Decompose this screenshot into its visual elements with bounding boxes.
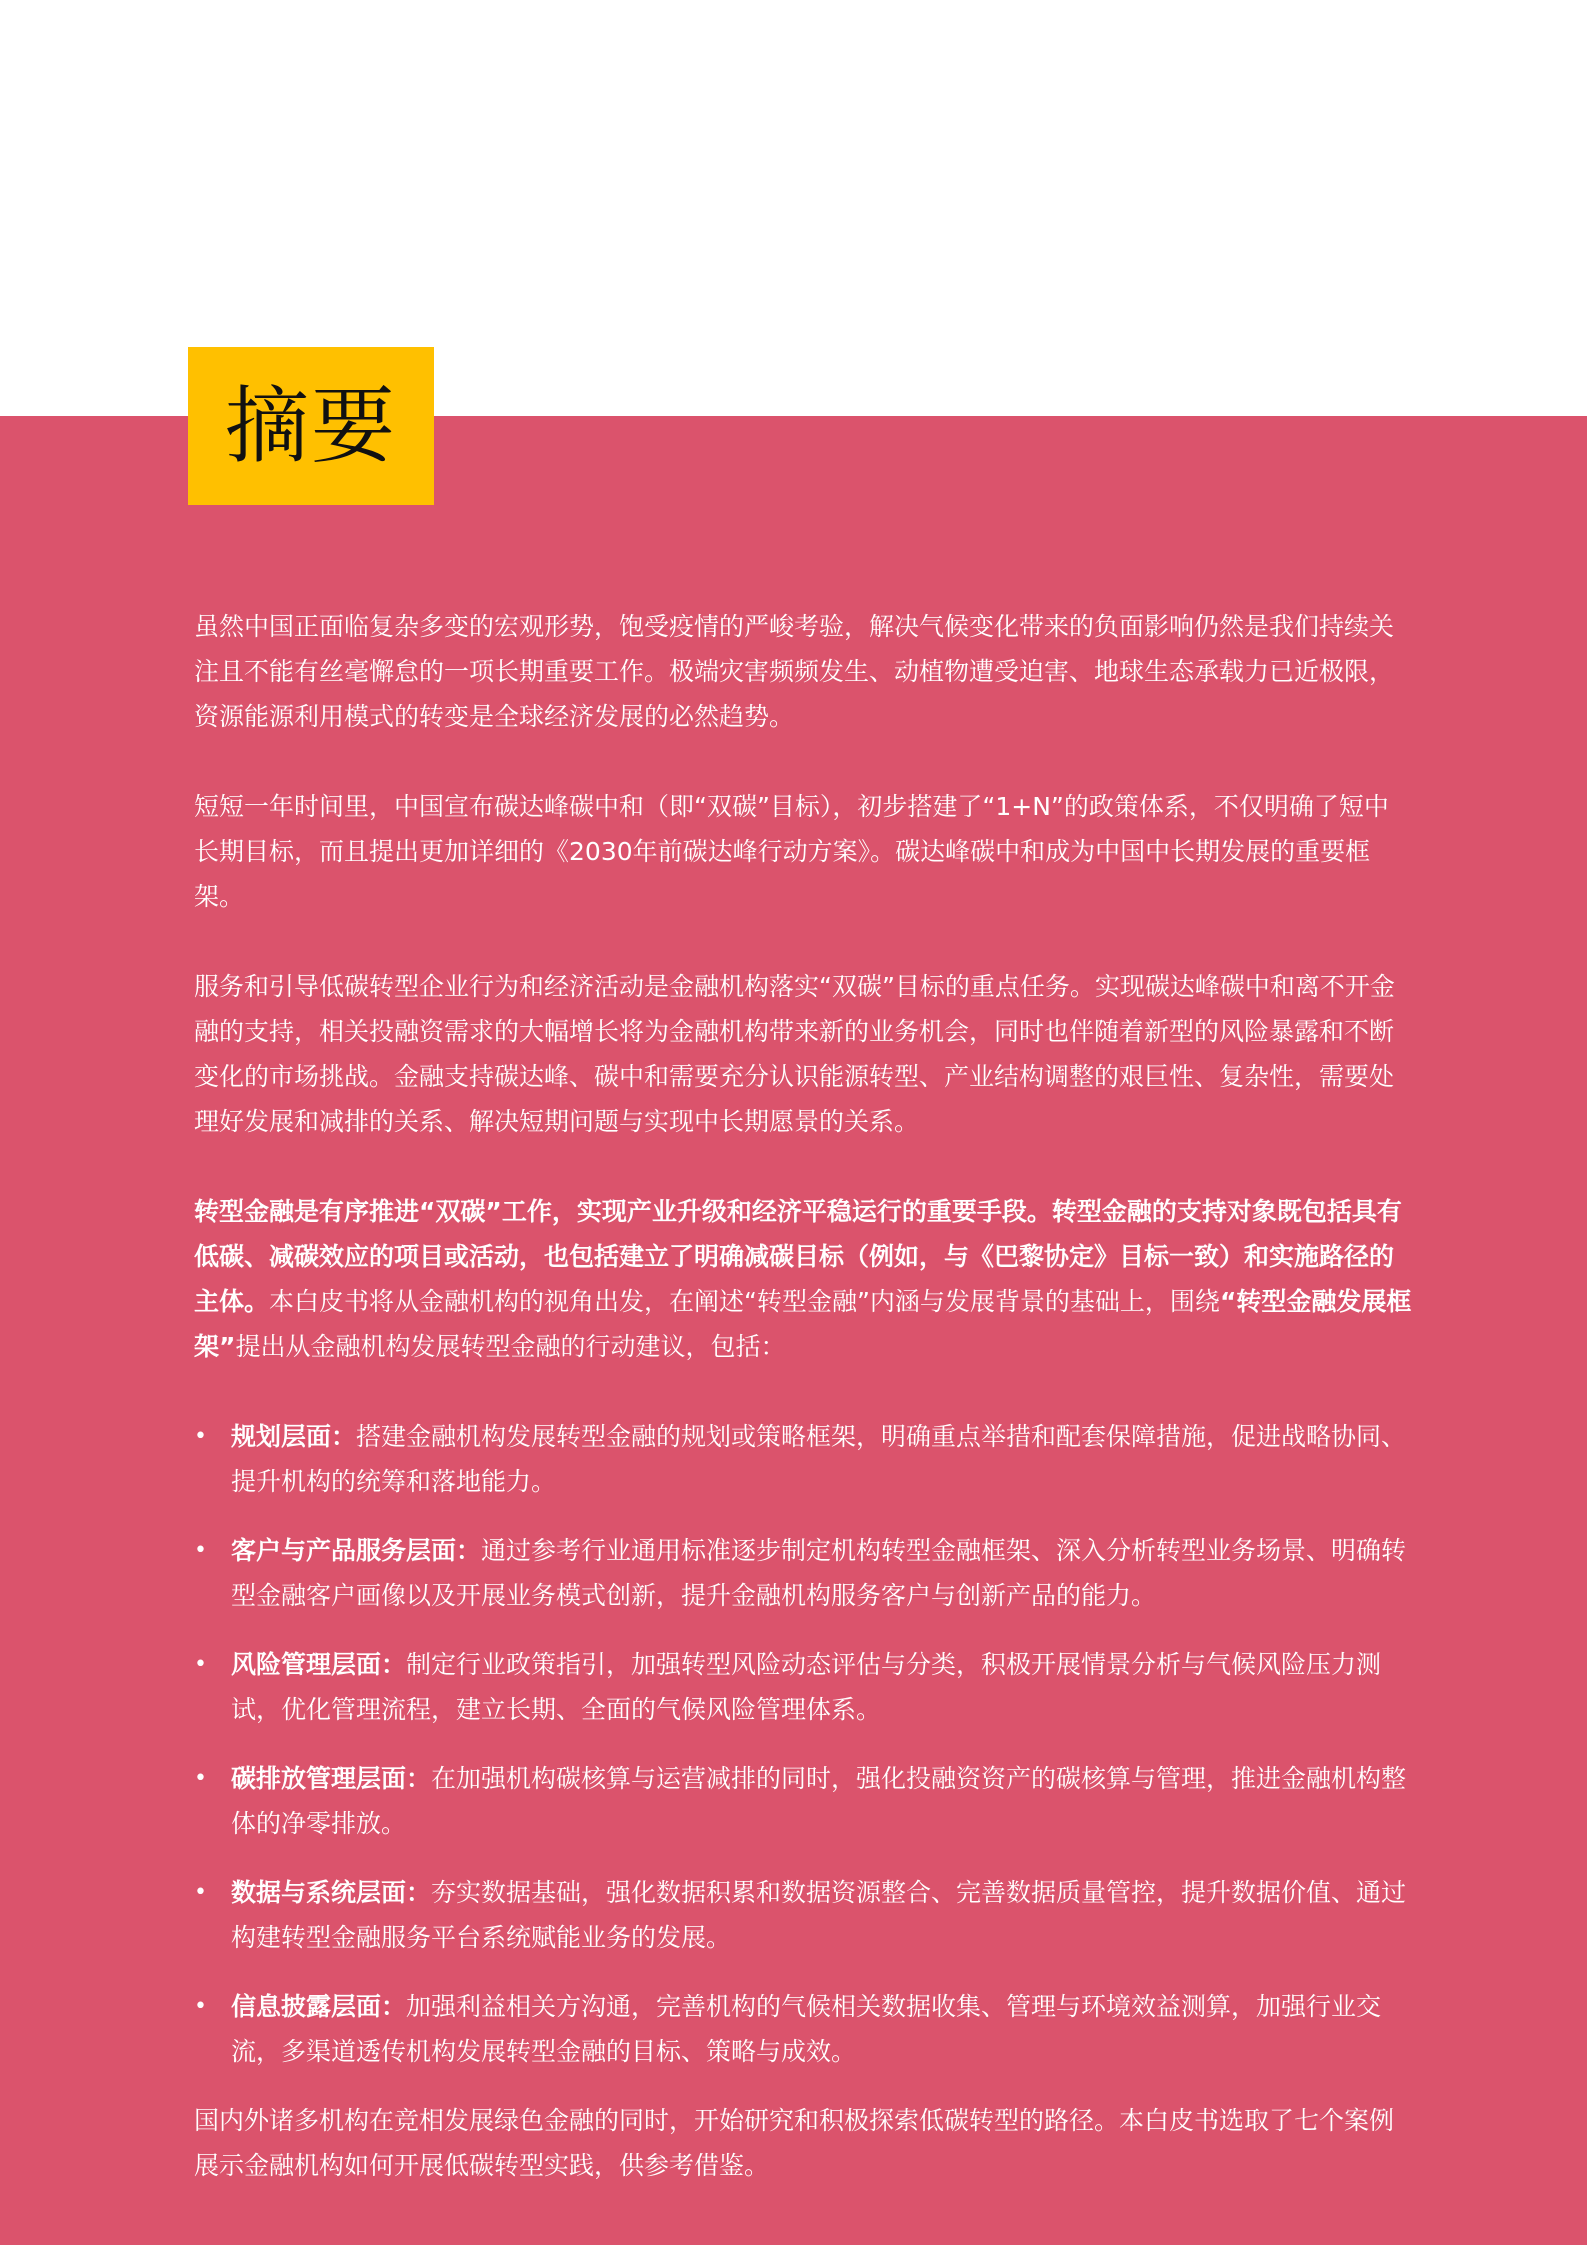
- intro-bold-lead: 转型金融是有序推进“双碳”工作，实现产业升级和经济平稳运行的重要手段。转型金融的支持对象既包括具有低碳、减碳效应的项目或活动，也包括建立了明确减碳目标（例如，与《巴黎协定》目标一致）和实施路径的主体。: [194, 1197, 1402, 1316]
- intro-paragraph: [194, 1189, 1412, 1369]
- list-item: [194, 1414, 1412, 1504]
- list-item-label: 客户与产品服务层面：: [231, 1536, 482, 1565]
- paragraph: 虽然中国正面临复杂多变的宏观形势，饱受疫情的严峻考验，解决气候变化带来的负面影响仍然是我们持续关注且不能有丝毫懈怠的一项长期重要工作。极端灾害频频发生、动植物遭受迫害、地球生态承载力已近极限，资源能源利用模式的转变是全球经济发展的必然趋势。: [194, 612, 1395, 731]
- intro-bold-mid: “转型金融发展框架”: [194, 1287, 1412, 1361]
- list-item: [194, 1642, 1412, 1732]
- list-item-text: 通过参考行业通用标准逐步制定机构转型金融框架、深入分析转型业务场景、明确转型金融客户画像以及开展业务模式创新，提升金融机构服务客户与创新产品的能力。: [231, 1536, 1407, 1610]
- paragraph: 短短一年时间里，中国宣布碳达峰碳中和（即“双碳”目标），初步搭建了“1+N”的政策体系，不仅明确了短中长期目标，而且提出更加详细的《2030年前碳达峰行动方案》。碳达峰碳中和成为中国中长期发展的重要框架。: [194, 792, 1389, 911]
- list-item-text: 加强利益相关方沟通，完善机构的气候相关数据收集、管理与环境效益测算，加强行业交流，多渠道透传机构发展转型金融的目标、策略与成效。: [231, 1992, 1382, 2066]
- title-box: [188, 347, 434, 505]
- list-item-label: 碳排放管理层面：: [231, 1764, 432, 1793]
- list-item-label: 规划层面：: [231, 1422, 357, 1451]
- list-item: [194, 1528, 1412, 1618]
- list-item-text: 搭建金融机构发展转型金融的规划或策略框架，明确重点举措和配套保障措施，促进战略协同、提升机构的统筹和落地能力。: [231, 1422, 1407, 1496]
- list-item-label: 信息披露层面：: [231, 1992, 407, 2021]
- closing-paragraph: 国内外诸多机构在竞相发展绿色金融的同时，开始研究和积极探索低碳转型的路径。本白皮书选取了七个案例展示金融机构如何开展低碳转型实践，供参考借鉴。: [194, 2106, 1395, 2180]
- list-item: [194, 1984, 1412, 2074]
- list-item-text: 制定行业政策指引，加强转型风险动态评估与分类，积极开展情景分析与气候风险压力测试，优化管理流程，建立长期、全面的气候风险管理体系。: [231, 1650, 1382, 1724]
- bullet-icon: •: [194, 1766, 207, 1791]
- bullet-icon: •: [194, 1880, 207, 1905]
- bullet-icon: •: [194, 1538, 207, 1563]
- list-item-label: 风险管理层面：: [231, 1650, 407, 1679]
- paragraph: 服务和引导低碳转型企业行为和经济活动是金融机构落实“双碳”目标的重点任务。实现碳达峰碳中和离不开金融的支持，相关投融资需求的大幅增长将为金融机构带来新的业务机会，同时也伴随着新型的风险暴露和不断变化的市场挑战。金融支持碳达峰、碳中和需要充分认识能源转型、产业结构调整的艰巨性、复杂性，需要处理好发展和减排的关系、解决短期问题与实现中长期愿景的关系。: [194, 972, 1395, 1136]
- bullet-icon: •: [194, 1652, 207, 1677]
- action-list: [194, 1414, 1412, 2074]
- list-item-text: 夯实数据基础，强化数据积累和数据资源整合、完善数据质量管控，提升数据价值、通过构建转型金融服务平台系统赋能业务的发展。: [231, 1878, 1407, 1952]
- bullet-icon: •: [194, 1994, 207, 2019]
- main-content: [194, 604, 1412, 2188]
- list-item: [194, 1870, 1412, 1960]
- list-item-label: 数据与系统层面：: [231, 1878, 432, 1907]
- list-item-text: 在加强机构碳核算与运营减排的同时，强化投融资资产的碳核算与管理，推进金融机构整体的净零排放。: [231, 1764, 1407, 1838]
- intro-text-mid: 本白皮书将从金融机构的视角出发，在阐述“转型金融”内涵与发展背景的基础上，围绕: [269, 1287, 1220, 1316]
- list-item: [194, 1756, 1412, 1846]
- page-title: 摘要: [224, 377, 397, 475]
- intro-text-end: 提出从金融机构发展转型金融的行动建议，包括：: [235, 1332, 786, 1361]
- bullet-icon: •: [194, 1424, 207, 1449]
